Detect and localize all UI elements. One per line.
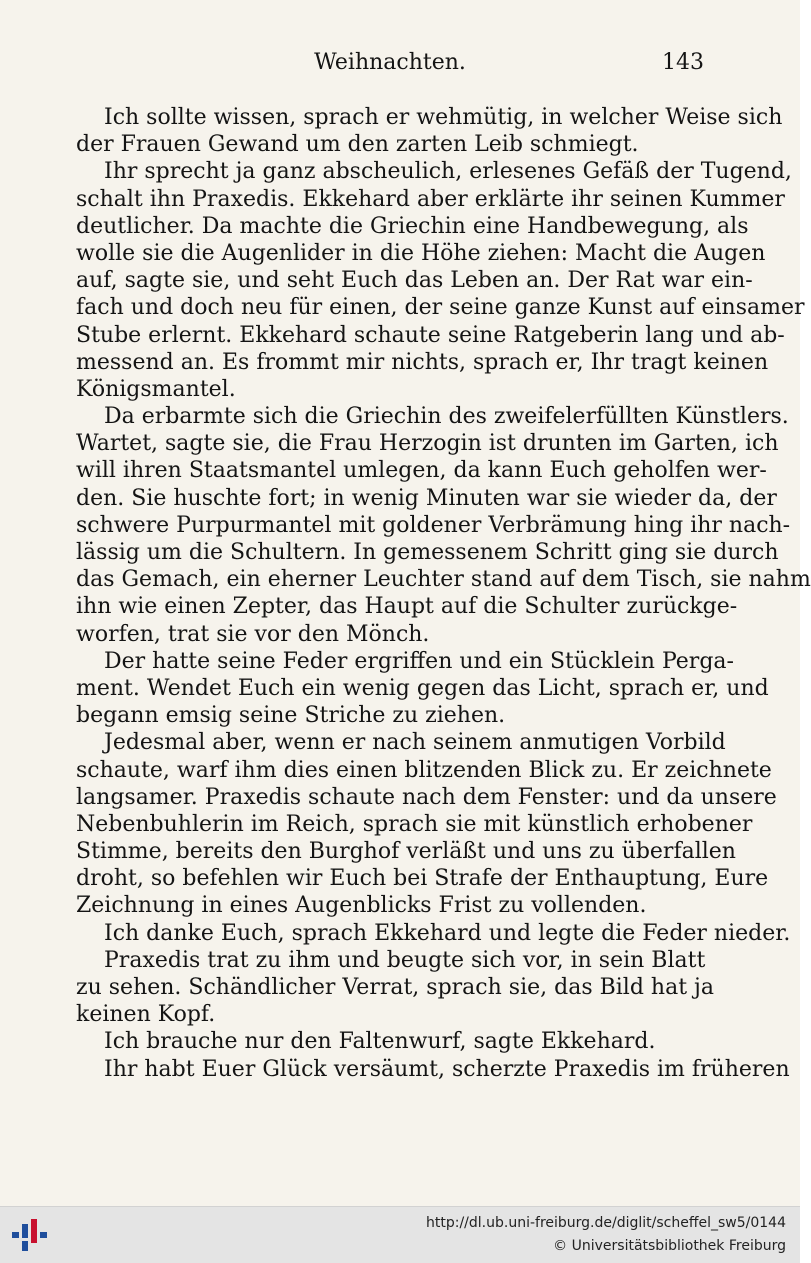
text-line: worfen, trat sie vor den Mönch.: [76, 621, 430, 647]
running-title: Weihnachten.: [314, 50, 466, 75]
library-footer: [0, 1206, 800, 1263]
page-header: [76, 50, 704, 86]
text-line: Ihr habt Euer Glück versäumt, scherzte Praxedis im früheren: [104, 1056, 790, 1082]
text-line: will ihren Staatsmantel umlegen, da kann Euch geholfen wer-: [76, 458, 767, 484]
text-line: Ich sollte wissen, sprach er wehmütig, in welcher Weise sich: [104, 105, 783, 130]
text-line: Stimme, bereits den Burghof verläßt und uns zu überfallen: [76, 839, 736, 865]
ub-freiburg-logo-icon: [10, 1215, 50, 1255]
text-line: Ihr sprecht ja ganz abscheulich, erlesenes Gefäß der Tugend,: [104, 159, 792, 185]
text-line: schwere Purpurmantel mit goldener Verbrämung hing ihr nach-: [76, 512, 791, 538]
text-line: der Frauen Gewand um den zarten Leib schmiegt.: [76, 132, 639, 158]
text-line: Königsmantel.: [76, 376, 236, 402]
text-line: keinen Kopf.: [76, 1002, 216, 1028]
text-line: zu sehen. Schändlicher Verrat, sprach sie, das Bild hat ja: [76, 975, 714, 1000]
text-line: Praxedis trat zu ihm und beugte sich vor, in sein Blatt: [104, 947, 706, 973]
text-line: Ich danke Euch, sprach Ekkehard und legte die Feder nieder.: [104, 920, 791, 946]
text-line: langsamer. Praxedis schaute nach dem Fenster: und da unsere: [76, 784, 777, 810]
text-line: ihn wie einen Zepter, das Haupt auf die Schulter zurückge-: [76, 594, 738, 620]
text-line: den. Sie huschte fort; in wenig Minuten war sie wieder da, der: [76, 485, 777, 511]
text-line: droht, so befehlen wir Euch bei Strafe der Enthauptung, Eure: [76, 866, 769, 892]
text-line: Der hatte seine Feder ergriffen und ein Stücklein Perga-: [104, 648, 734, 674]
text-line: Ich brauche nur den Faltenwurf, sagte Ekkehard.: [104, 1029, 656, 1055]
page-body-text: [76, 104, 811, 1083]
text-line: lässig um die Schultern. In gemessenem Schritt ging sie durch: [76, 540, 779, 565]
text-line: wolle sie die Augenlider in die Höhe ziehen: Macht die Augen: [76, 240, 766, 266]
page-number: 143: [662, 50, 704, 75]
text-line: messend an. Es frommt mir nichts, sprach er, Ihr tragt keinen: [76, 349, 769, 375]
text-line: Da erbarmte sich die Griechin des zweifelerfüllten Künstlers.: [104, 404, 789, 430]
text-line: begann emsig seine Striche zu ziehen.: [76, 703, 506, 729]
text-line: fach und doch neu für einen, der seine ganze Kunst auf einsamer: [76, 295, 805, 321]
text-line: Wartet, sagte sie, die Frau Herzogin ist drunten im Garten, ich: [76, 431, 779, 457]
text-line: deutlicher. Da machte die Griechin eine Handbewegung, als: [76, 213, 749, 239]
text-line: schaute, warf ihm dies einen blitzenden Blick zu. Er zeichnete: [76, 757, 772, 783]
text-line: ment. Wendet Euch ein wenig gegen das Licht, sprach er, und: [76, 675, 769, 701]
source-url-link[interactable]: http://dl.ub.uni-freiburg.de/diglit/scheffel_sw5/0144: [426, 1215, 786, 1231]
copyright-notice: © Universitätsbibliothek Freiburg: [553, 1238, 786, 1254]
text-line: schalt ihn Praxedis. Ekkehard aber erklärte ihr seinen Kummer: [76, 186, 785, 212]
text-line: Stube erlernt. Ekkehard schaute seine Ratgeberin lang und ab-: [76, 322, 785, 348]
text-line: Jedesmal aber, wenn er nach seinem anmutigen Vorbild: [104, 730, 726, 756]
text-line: das Gemach, ein eherner Leuchter stand auf dem Tisch, sie nahm: [76, 567, 811, 593]
text-line: Nebenbuhlerin im Reich, sprach sie mit künstlich erhobener: [76, 811, 753, 837]
text-line: Zeichnung in eines Augenblicks Frist zu vollenden.: [76, 893, 647, 919]
text-line: auf, sagte sie, und seht Euch das Leben an. Der Rat war ein-: [76, 268, 753, 294]
